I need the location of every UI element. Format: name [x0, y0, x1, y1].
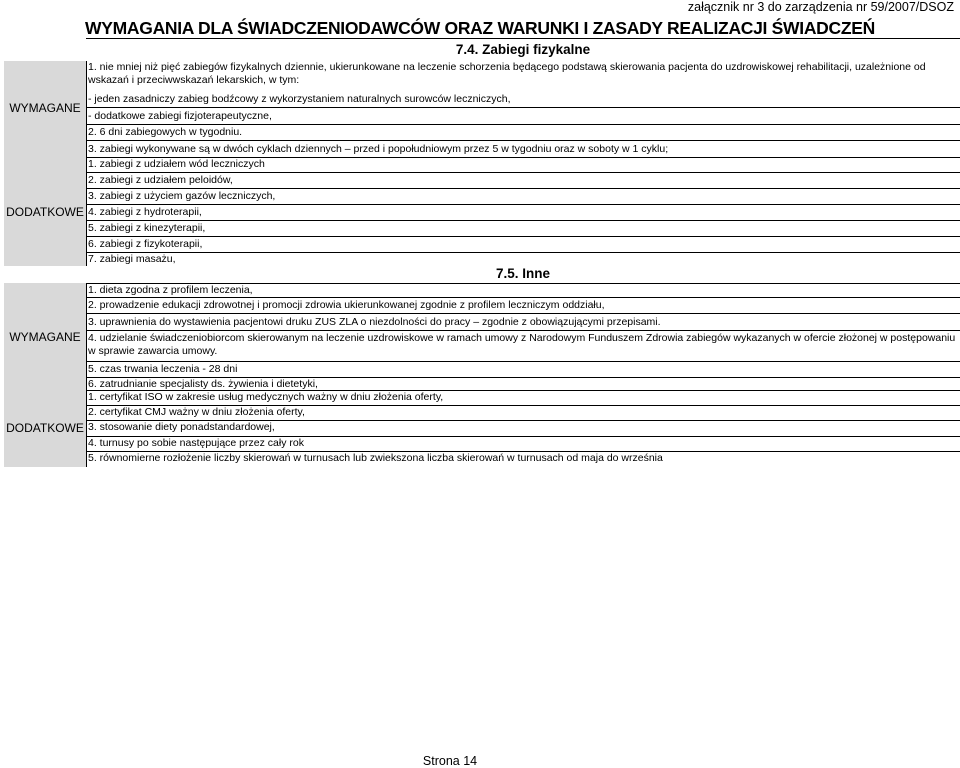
group-label-cell [4, 157, 87, 266]
row-divider [86, 172, 960, 173]
list-item: 1. certyfikat ISO w zakresie usług medycznych ważny w dniu złożenia oferty, [88, 391, 444, 403]
list-item: 2. zabiegi z udziałem peloidów, [88, 174, 233, 186]
list-item: 3. zabiegi z użyciem gazów leczniczych, [88, 190, 276, 202]
group-7-4-wymagane [4, 61, 960, 170]
list-item: 3. stosowanie diety ponadstandardowej, [88, 421, 275, 433]
list-item: 4. udzielanie świadczeniobiorcom skierowanym na leczenie uzdrowiskowe w ramach umowy z Narodowym Funduszem Zdrowia zabiegów wykazanych w ofercie złożonej w postępowaniu w sprawie zawarcia umowy. [88, 332, 956, 357]
list-item: - dodatkowe zabiegi fizjoterapeutyczne, [88, 110, 272, 122]
row-divider [86, 330, 960, 331]
list-item: 6. zatrudnianie specjalisty ds. żywienia i dietetyki, [88, 378, 318, 390]
list-item: 1. dieta zgodna z profilem leczenia, [88, 284, 253, 296]
group-label: DODATKOWE [6, 421, 84, 435]
list-item: 3. uprawnienia do wystawienia pacjentowi druku ZUS ZLA o niezdolności do pracy – zgodnie z obowiązującymi przepisami. [88, 316, 661, 328]
list-item: 6. zabiegi z fizykoterapii, [88, 238, 203, 250]
list-item: 5. równomierne rozłożenie liczby skierowań w turnusach lub zwiekszona liczba skierowań w turnusach od maja do września [88, 452, 663, 464]
row-divider [86, 297, 960, 298]
group-7-4-dodatkowe [4, 157, 960, 266]
row-divider [86, 220, 960, 221]
list-item: 2. certyfikat CMJ ważny w dniu złożenia oferty, [88, 406, 305, 418]
row-divider [86, 361, 960, 362]
group-7-5-wymagane [4, 283, 960, 390]
page-number: Strona 14 [422, 754, 478, 768]
list-item: 3. zabiegi wykonywane są w dwóch cyklach dziennych – przed i popołudniowym przez 5 w tygodniu oraz w soboty w 1 cyklu; [88, 143, 669, 155]
section-heading-inne: 7.5. Inne [495, 266, 551, 281]
group-label: WYMAGANE [9, 101, 81, 115]
document-title: WYMAGANIA DLA ŚWIADCZENIODAWCÓW ORAZ WARUNKI I ZASADY REALIZACJI ŚWIADCZEŃ [85, 18, 875, 38]
list-item: 4. zabiegi z hydroterapii, [88, 206, 202, 218]
list-item: 2. prowadzenie edukacji zdrowotnej i promocji zdrowia ukierunkowanej zgodnie z profilem leczniczym oddziału, [88, 299, 605, 311]
row-divider [86, 188, 960, 189]
row-divider [86, 140, 960, 141]
section-heading-zabiegi-fizykalne: 7.4. Zabiegi fizykalne [455, 42, 591, 57]
group-label-cell [4, 390, 87, 467]
row-divider [86, 124, 960, 125]
list-item: 1. zabiegi z udziałem wód leczniczych [88, 158, 265, 170]
list-item: 5. czas trwania leczenia - 28 dni [88, 363, 238, 375]
group-label: DODATKOWE [6, 205, 84, 219]
list-item: 4. turnusy po sobie następujące przez cały rok [88, 437, 304, 449]
row-divider [86, 313, 960, 314]
row-divider [86, 204, 960, 205]
list-item: 1. nie mniej niż pięć zabiegów fizykalnych dziennie, ukierunkowane na leczenie schorzenia będącego podstawą skierowania pacjenta do uzdrowiskowej rehabilitacji, uzależnione od wskazań i przeciwwskazań lekarskich, w tym: [88, 61, 926, 86]
list-item: 2. 6 dni zabiegowych w tygodniu. [88, 126, 243, 138]
list-item: 5. zabiegi z kinezyterapii, [88, 222, 206, 234]
title-divider [86, 38, 960, 39]
list-item: - jeden zasadniczy zabieg bodźcowy z wykorzystaniem naturalnych surowców leczniczych, [88, 93, 511, 105]
group-label-cell [4, 61, 87, 170]
group-label: WYMAGANE [9, 330, 81, 344]
group-label-cell [4, 283, 87, 390]
attachment-note: załącznik nr 3 do zarządzenia nr 59/2007/DSOZ [687, 0, 954, 14]
group-7-5-dodatkowe [4, 390, 960, 467]
list-item: 7. zabiegi masażu, [88, 253, 176, 265]
row-divider [86, 107, 960, 108]
row-divider [86, 236, 960, 237]
